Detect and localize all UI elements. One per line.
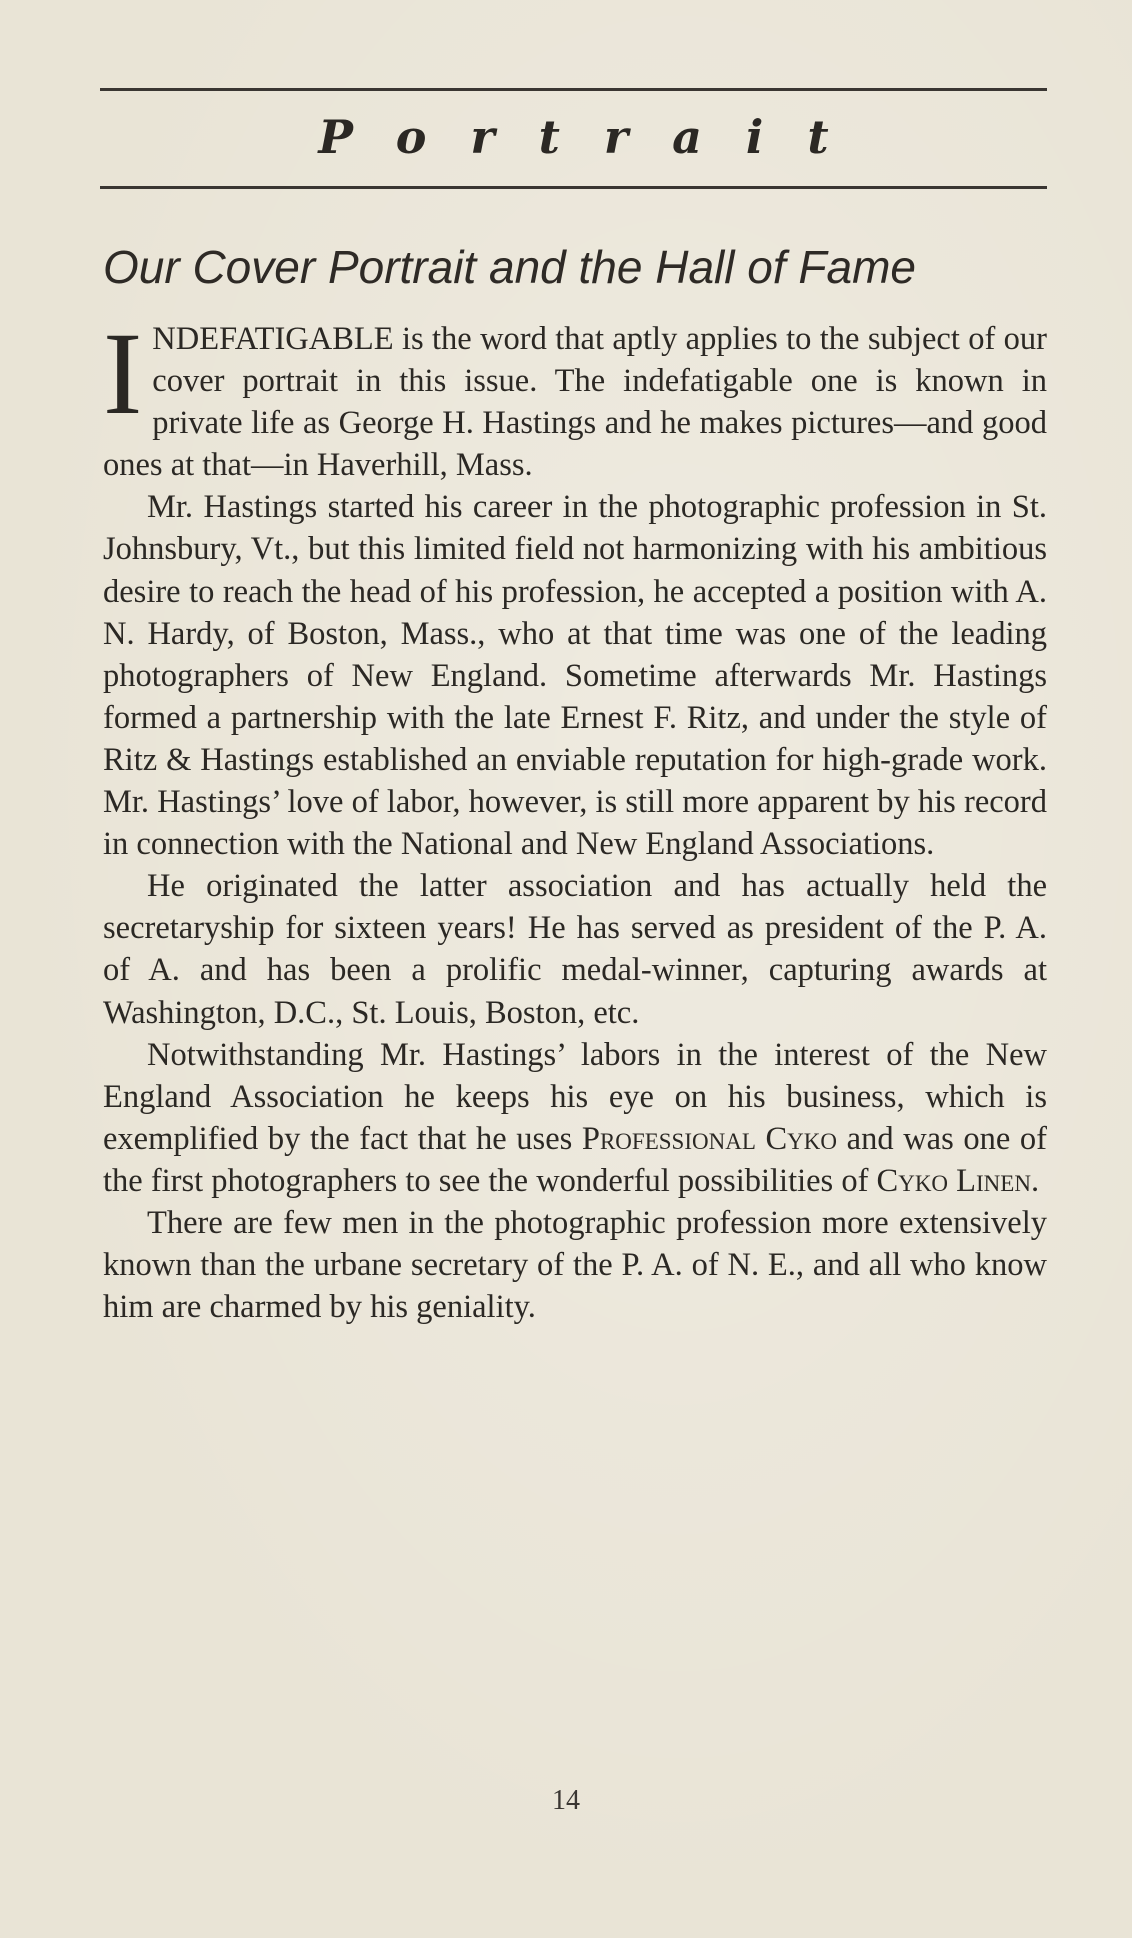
top-rule (100, 88, 1047, 91)
drop-cap: I (103, 308, 143, 439)
paragraph-3: He originated the latter association and has actually held the secretaryship for sixteen years! He has served as president of the P. A. of A. and has been a prolific medal-winner, capturing awards at Washington, D.C., St. Louis, Boston, etc. (103, 868, 1047, 1031)
paragraph-4-text-e: . (1030, 1162, 1040, 1199)
paragraph-2: Mr. Hastings started his career in the photographic profession in St. Johnsbury, Vt., but this limited field not harmonizing with his ambitious desire to reach the head of his profession, he accepted a position with A. N. Hardy, of Boston, Mass., who at that time was one of the leading photographers of New England. Sometime afterwards Mr. Hastings formed a partnership with the late Ernest F. Ritz, and under the style of Ritz & Hastings established an enviable reputation for high-grade work. Mr. Hastings’ love of labor, however, is still more apparent by his record in connection with the National and New England Associations. (103, 489, 1047, 863)
product-name-cyko-linen: Cyko Linen (876, 1162, 1031, 1199)
article-title: Our Cover Portrait and the Hall of Fame (103, 241, 916, 293)
bottom-rule (100, 186, 1047, 189)
paragraph-1-text: NDEFATIGABLE is the word that aptly applies to the subject of our cover portrait in this issue. The indefatigable one is known in private life as George H. Hastings and he makes pictures—and good ones at that—in Haverhill, Mass. (103, 321, 1047, 484)
paragraph-1 (103, 308, 1047, 486)
product-name-professional-cyko: Professional Cyko (581, 1120, 838, 1157)
article-body (103, 308, 1047, 1328)
paragraph-5: There are few men in the photographic profession more extensively known than the urbane secretary of the P. A. of N. E., and all who know him are charmed by his geniality. (103, 1204, 1047, 1326)
paragraph-4-text-a: Notwithstanding Mr. Hastings’ labors in the interest of the New England Association he keeps his eye on his business, which is exemplified by the fact that he uses (103, 1036, 1047, 1157)
section-title: Portrait (318, 110, 873, 164)
paragraph-4 (103, 1034, 1047, 1202)
paragraph-4-text-c: and was one of the first photographers to see the wonderful possibilities of (103, 1120, 1047, 1199)
page-number: 14 (552, 1785, 580, 1816)
